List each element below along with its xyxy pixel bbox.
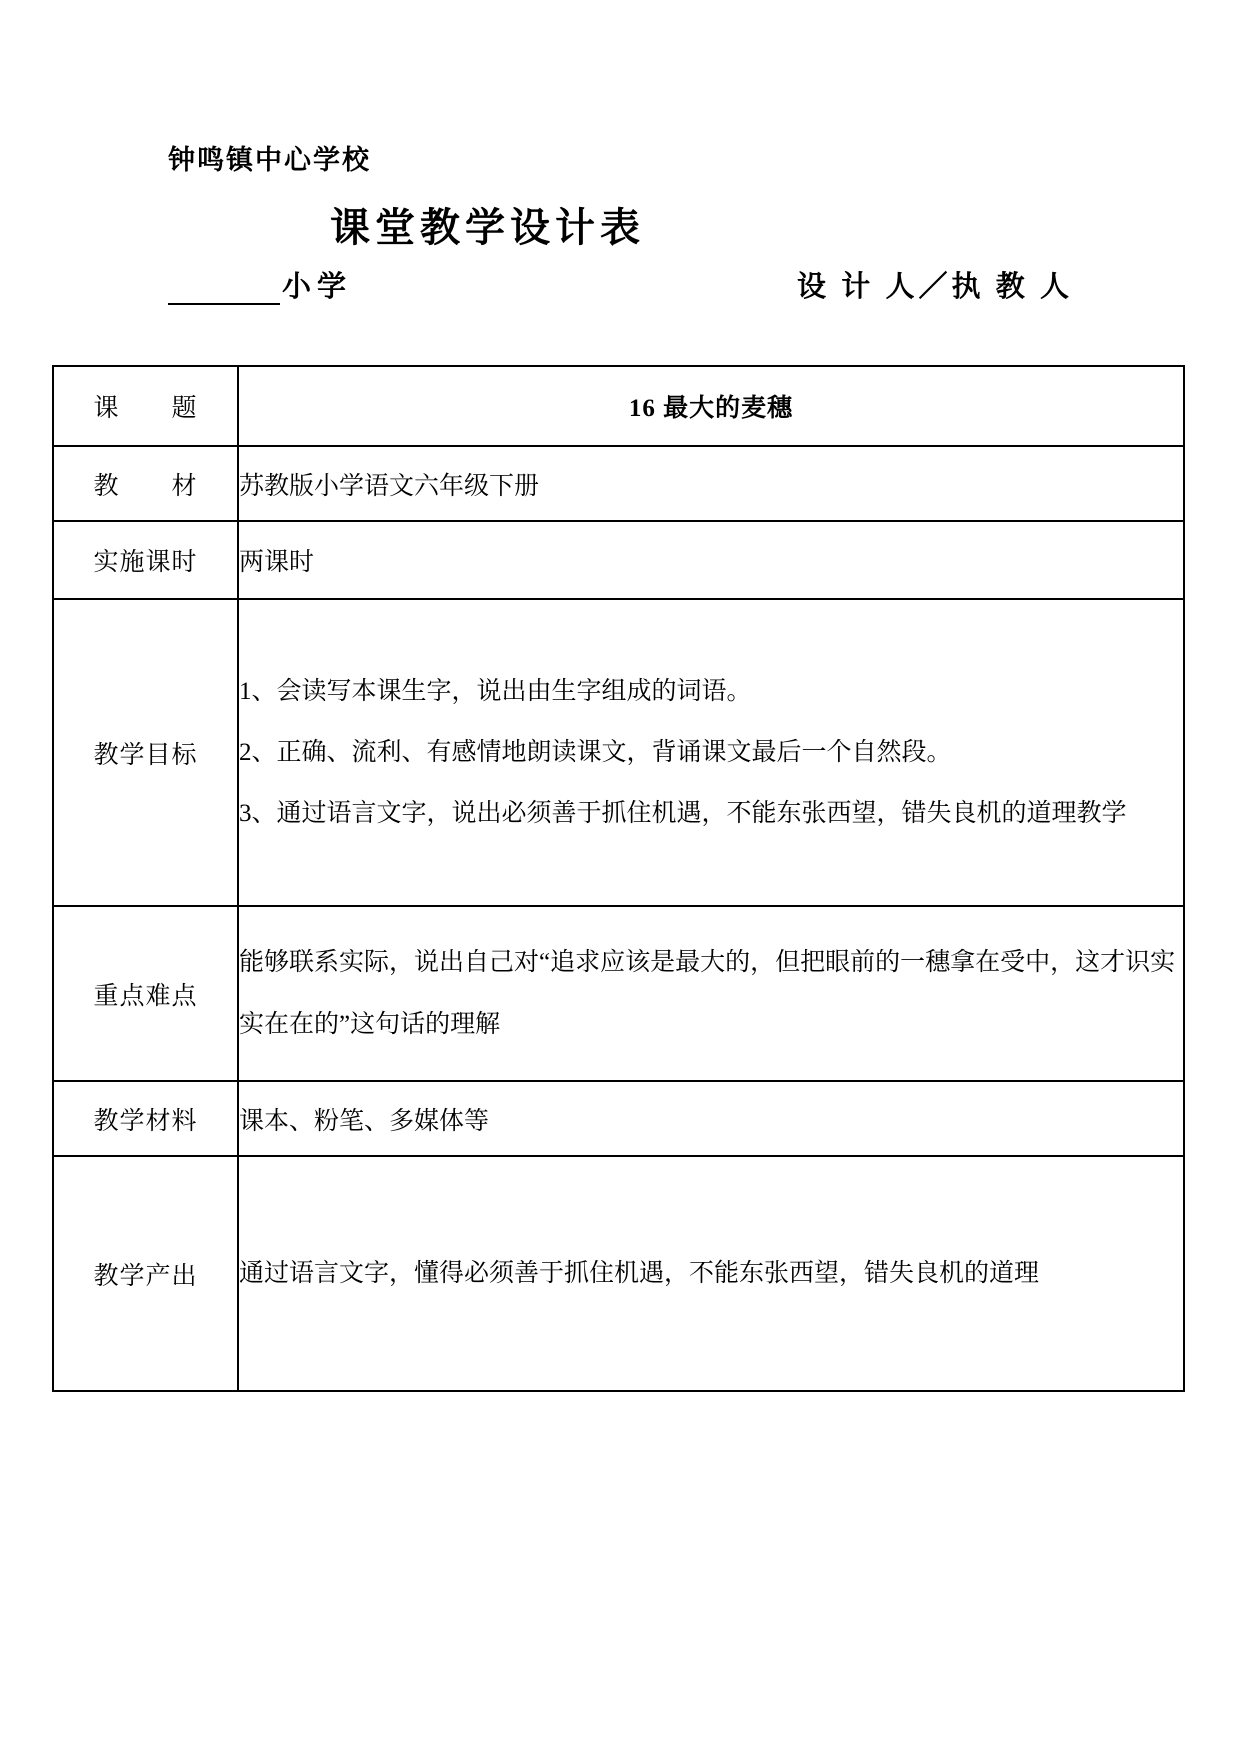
document-title: 课堂教学设计表 bbox=[330, 205, 645, 250]
teaching-output-text: 通过语言文字，懂得必须善于抓住机遇，不能东张西望，错失良机的道理 bbox=[239, 1259, 1040, 1287]
table-row-topic bbox=[53, 366, 1184, 446]
row-label-teaching-output: 教学产出 bbox=[53, 1156, 238, 1391]
designer-teacher-label: 设 计 人／执 教 人 bbox=[796, 271, 1073, 303]
lesson-plan-table bbox=[52, 365, 1185, 1392]
class-hours-value: 两课时 bbox=[238, 521, 1184, 599]
textbook-value: 苏教版小学语文六年级下册 bbox=[238, 446, 1184, 521]
key-points-value bbox=[238, 906, 1184, 1081]
row-label-topic: 课 题 bbox=[53, 366, 238, 446]
teaching-goals-value bbox=[238, 599, 1184, 906]
key-points-text: 能够联系实际，说出自己对“追求应该是最大的，但把眼前的一穗拿在受中，这才识实实在在的”这句话的理解 bbox=[239, 949, 1176, 1038]
row-label-textbook: 教 材 bbox=[53, 446, 238, 521]
table-row-class-hours bbox=[53, 521, 1184, 599]
teaching-goal-1: 1、会读写本课生字，说出由生字组成的词语。 bbox=[239, 677, 752, 705]
school-type-label: 小学 bbox=[282, 271, 353, 303]
table-row-teaching-materials bbox=[53, 1081, 1184, 1156]
table-row-key-points bbox=[53, 906, 1184, 1081]
teaching-output-value bbox=[238, 1156, 1184, 1391]
school-name: 钟鸣镇中心学校 bbox=[168, 145, 371, 175]
teaching-goal-3: 3、通过语言文字，说出必须善于抓住机遇，不能东张西望，错失良机的道理教学 bbox=[239, 800, 1127, 828]
teaching-materials-value: 课本、粉笔、多媒体等 bbox=[238, 1081, 1184, 1156]
subtitle-row bbox=[168, 264, 1073, 305]
table-row-teaching-output bbox=[53, 1156, 1184, 1391]
row-label-teaching-goals: 教学目标 bbox=[53, 599, 238, 906]
row-label-class-hours: 实施课时 bbox=[53, 521, 238, 599]
table-row-teaching-goals bbox=[53, 599, 1184, 906]
table-row-textbook bbox=[53, 446, 1184, 521]
teaching-goal-2: 2、正确、流利、有感情地朗读课文，背诵课文最后一个自然段。 bbox=[239, 738, 952, 766]
blank-underline bbox=[168, 269, 280, 305]
row-label-teaching-materials: 教学材料 bbox=[53, 1081, 238, 1156]
row-label-key-points: 重点难点 bbox=[53, 906, 238, 1081]
lesson-title: 16 最大的麦穗 bbox=[238, 366, 1184, 446]
